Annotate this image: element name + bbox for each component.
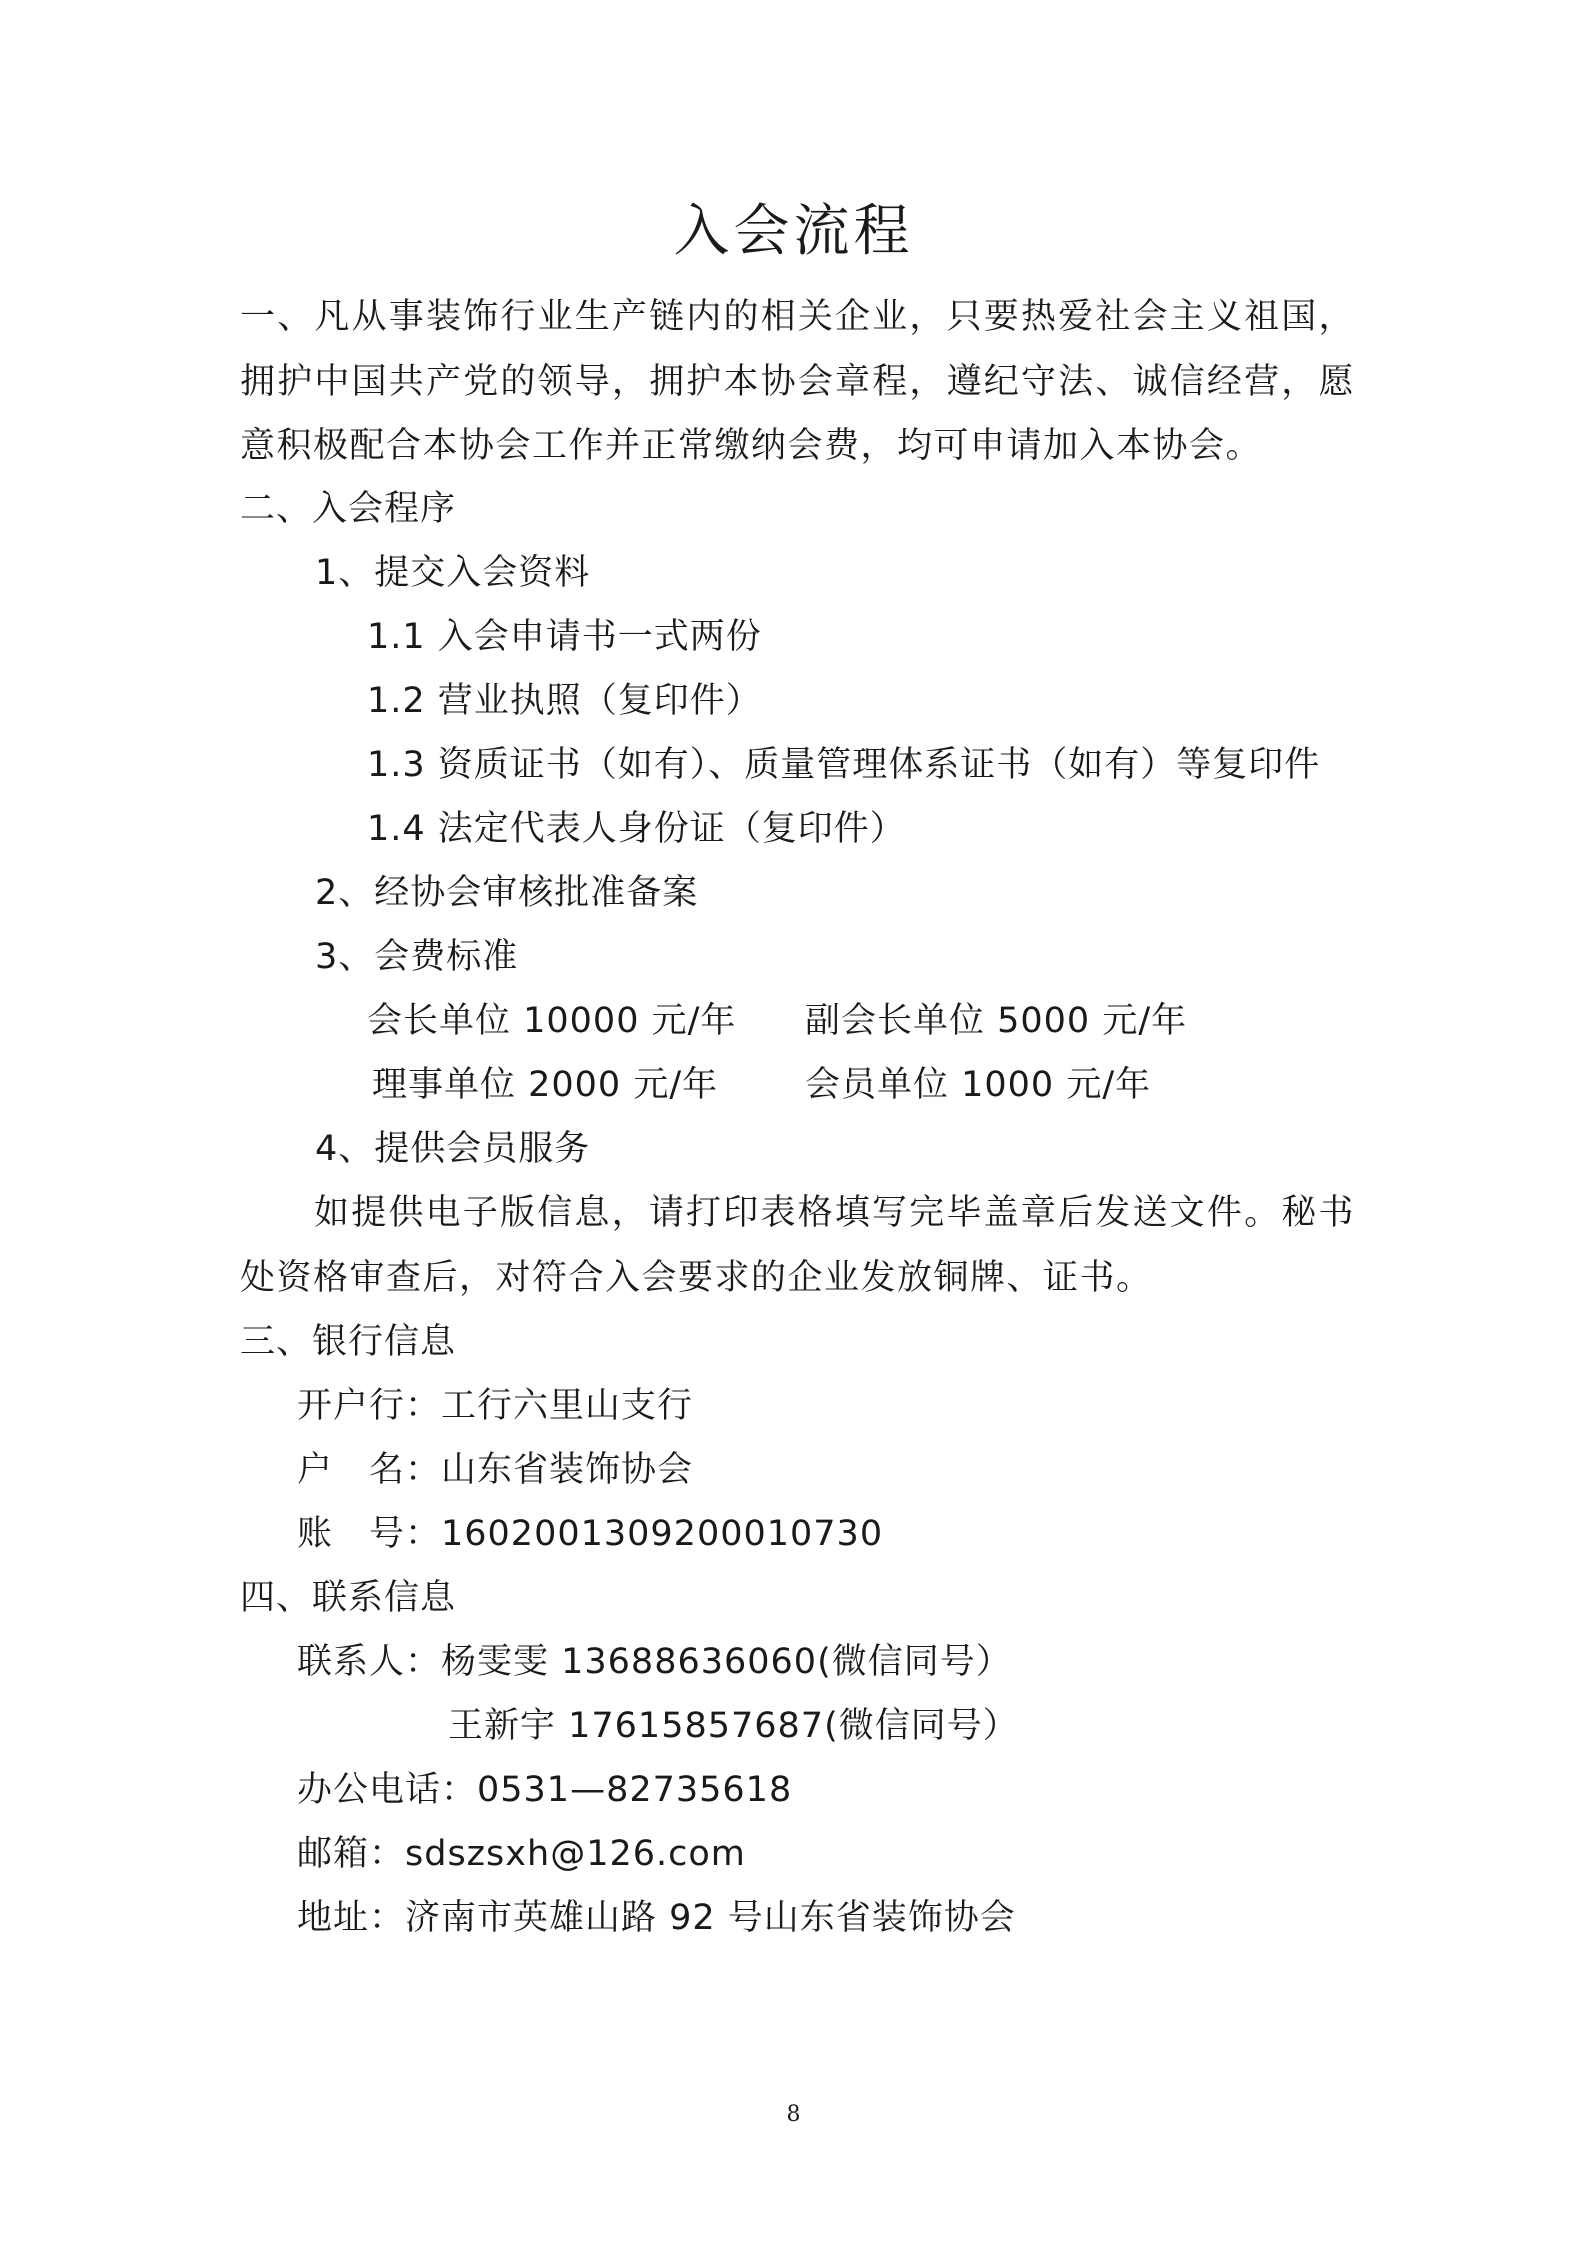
step4-heading: 4、提供会员服务	[315, 1129, 591, 1169]
contact-person-2: 王新宇 17615857687(微信同号）	[448, 1706, 1019, 1746]
email: 邮箱：sdszsxh@126.com	[297, 1834, 746, 1874]
step4-paragraph: 如提供电子版信息，请打印表格填写完毕盖章后发送文件。秘书处资格审查后，对符合入会要求的企业发放铜牌、证书。	[240, 1193, 1355, 1298]
step1-heading: 1、提交入会资料	[315, 553, 591, 593]
section4-heading: 四、联系信息	[240, 1578, 457, 1618]
bank-name: 开户行：工行六里山支行	[297, 1386, 694, 1426]
step1-item: 1.1 入会申请书一式两份	[367, 617, 762, 657]
fee-director: 理事单位 2000 元/年	[372, 1065, 719, 1105]
section1-paragraph: 一、凡从事装饰行业生产链内的相关企业，只要热爱社会主义祖国，拥护中国共产党的领导，拥护本协会章程，遵纪守法、诚信经营，愿意积极配合本协会工作并正常缴纳会费，均可申请加入本协会。	[240, 297, 1355, 466]
fee-member: 会员单位 1000 元/年	[805, 1065, 1152, 1105]
account-name: 户 名：山东省装饰协会	[297, 1450, 694, 1490]
step3-heading: 3、会费标准	[315, 937, 519, 977]
contact-person-1: 联系人：杨雯雯 13688636060(微信同号）	[297, 1642, 1012, 1682]
page-title: 入会流程	[673, 199, 914, 264]
section2-heading: 二、入会程序	[240, 489, 457, 529]
step1-item: 1.3 资质证书（如有）、质量管理体系证书（如有）等复印件	[367, 745, 1321, 785]
address: 地址：济南市英雄山路 92 号山东省装饰协会	[297, 1898, 1016, 1938]
office-phone: 办公电话：0531—82735618	[297, 1770, 793, 1810]
account-number: 账 号：1602001309200010730	[297, 1514, 884, 1554]
fee-president: 会长单位 10000 元/年	[367, 1001, 737, 1041]
page-number: 8	[786, 2102, 801, 2127]
step2-heading: 2、经协会审核批准备案	[315, 873, 699, 913]
section3-heading: 三、银行信息	[240, 1322, 457, 1362]
step1-item: 1.2 营业执照（复印件）	[367, 681, 762, 721]
fee-vice-president: 副会长单位 5000 元/年	[805, 1001, 1188, 1041]
step1-item: 1.4 法定代表人身份证（复印件）	[367, 809, 906, 849]
